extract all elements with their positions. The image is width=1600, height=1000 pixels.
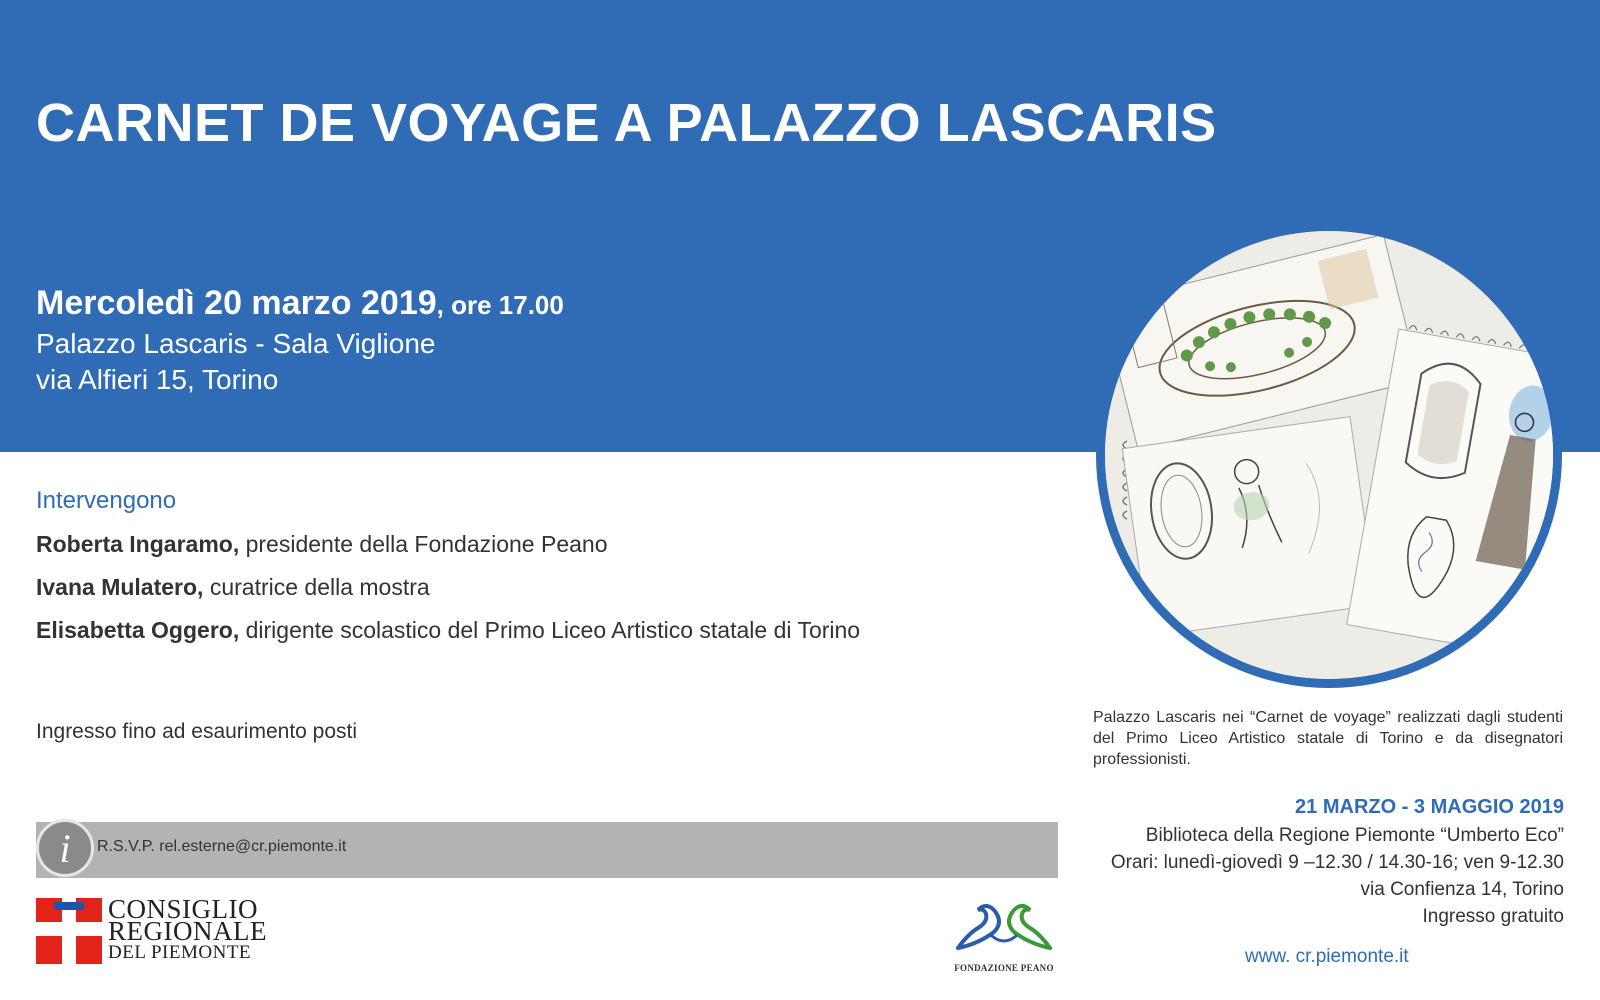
speakers-heading: Intervengono bbox=[36, 487, 177, 514]
speaker-name: Ivana Mulatero, bbox=[36, 574, 204, 600]
exhibition-address: via Confienza 14, Torino bbox=[1360, 879, 1564, 900]
exhibition-place: Biblioteca della Regione Piemonte “Umberto Eco” bbox=[1145, 825, 1564, 846]
event-time: , ore 17.00 bbox=[436, 290, 564, 320]
speaker-name: Elisabetta Oggero, bbox=[36, 617, 240, 643]
rsvp-text: R.S.V.P. rel.esterne@cr.piemonte.it bbox=[97, 838, 347, 855]
event-venue: Palazzo Lascaris - Sala Viglione bbox=[36, 328, 436, 359]
speaker-role: presidente della Fondazione Peano bbox=[239, 531, 608, 557]
speaker-role: curatrice della mostra bbox=[203, 574, 430, 600]
speaker-row bbox=[36, 615, 1036, 658]
speaker-name: Roberta Ingaramo, bbox=[36, 531, 240, 557]
event-datetime bbox=[36, 284, 564, 326]
exhibition-dates: 21 MARZO - 3 MAGGIO 2019 bbox=[1295, 796, 1564, 818]
piemonte-flag-icon bbox=[36, 898, 102, 964]
speaker-row bbox=[36, 572, 1036, 615]
consiglio-logo-text bbox=[108, 894, 267, 964]
photo-caption: Palazzo Lascaris nei “Carnet de voyage” realizzati dagli studenti del Primo Liceo Artistico statale di Torino e da disegnatori professionisti. bbox=[1093, 709, 1563, 768]
event-details bbox=[36, 284, 564, 398]
sketchbook-photo bbox=[1105, 231, 1553, 679]
logo-line-3: DEL PIEMONTE bbox=[108, 942, 252, 963]
entry-note: Ingresso fino ad esaurimento posti bbox=[36, 720, 358, 743]
peano-caption: FONDAZIONE PEANO bbox=[954, 963, 1054, 973]
speaker-role: dirigente scolastico del Primo Liceo Artistico statale di Torino bbox=[239, 617, 861, 643]
speakers-section bbox=[36, 487, 1036, 658]
website-link[interactable]: www. cr.piemonte.it bbox=[1245, 946, 1409, 967]
exhibition-hours: Orari: lunedì-giovedì 9 –12.30 / 14.30-16; ven 9-12.30 bbox=[1110, 852, 1564, 873]
event-date: Mercoledì 20 marzo 2019 bbox=[36, 284, 437, 322]
sketchbook-illustration bbox=[1105, 231, 1553, 679]
logo-line-1: CONSIGLIO bbox=[108, 894, 258, 924]
logo-line-2: REGIONALE bbox=[108, 916, 267, 946]
speaker-row bbox=[36, 529, 1036, 572]
exhibition-info bbox=[1004, 792, 1564, 930]
info-icon: i bbox=[36, 819, 94, 877]
exhibition-admission: Ingresso gratuito bbox=[1422, 906, 1564, 927]
event-address: via Alfieri 15, Torino bbox=[36, 364, 279, 395]
page-title: CARNET DE VOYAGE A PALAZZO LASCARIS bbox=[36, 93, 1217, 153]
